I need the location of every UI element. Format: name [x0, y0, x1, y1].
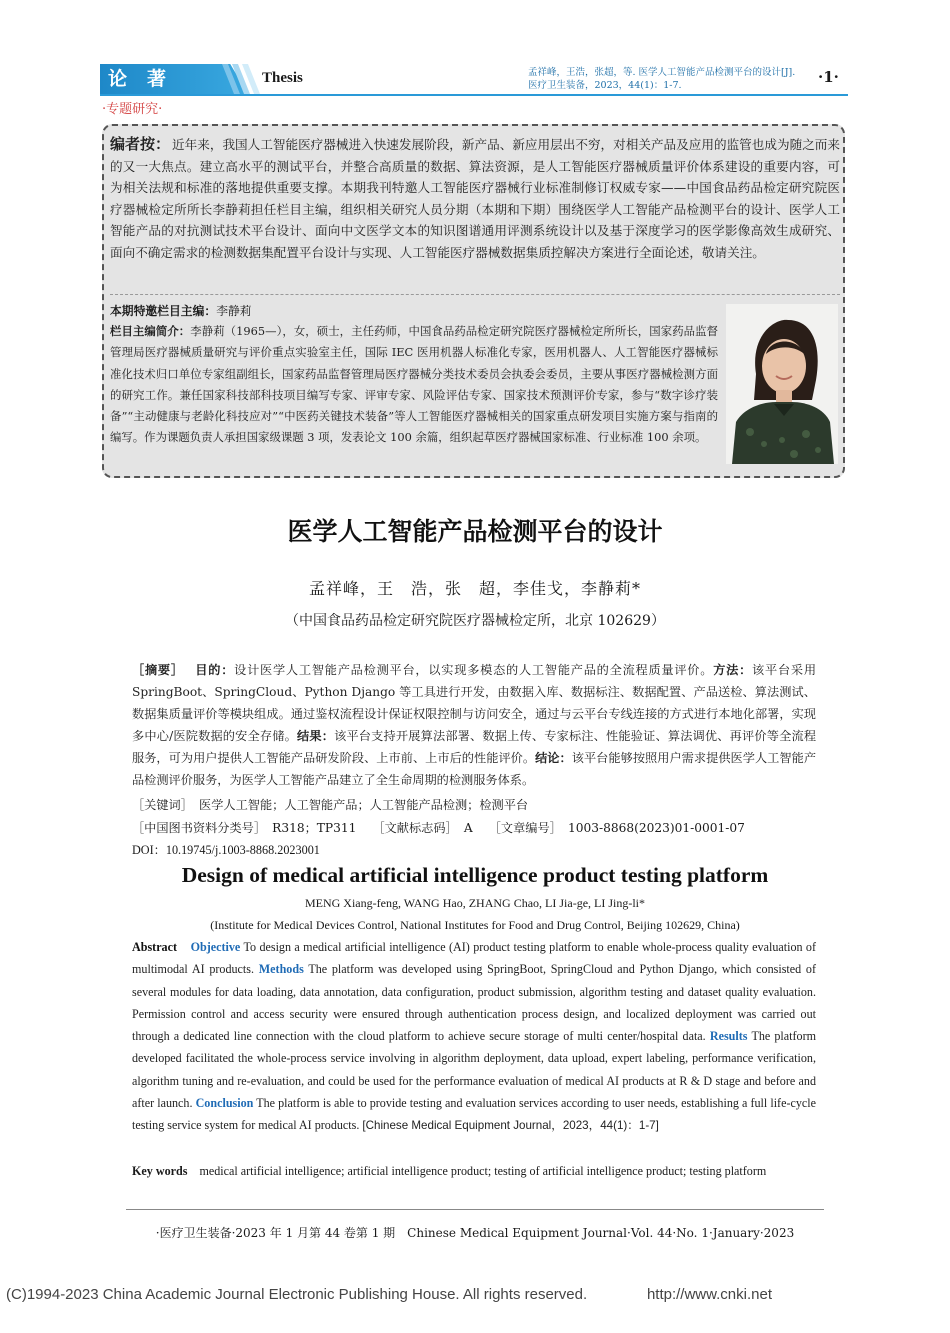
doi: DOI：10.19745/j.1003-8868.2023001 — [132, 843, 320, 857]
header-citation-line2: 医疗卫生装备，2023，44(1)：1-7. — [528, 80, 682, 91]
editor-portrait — [726, 304, 838, 464]
abstract-cn-method-label: 方法： — [713, 663, 753, 677]
abstract-en-methods: The platform was developed using SpringBoot, SpringCloud and Python Django, which consisted of several modules for data loading, data annotation, data configuration, product submission, algorithm testing and dataset quality evaluation. Permission control and access security were ensured through authentication process design, and localized deployment was carried out through a dedicated line connection with the cloud platform to achieve secure storage of multi center/hospital data. — [132, 962, 816, 1044]
abstract-en-objective-label: Objective — [190, 940, 241, 954]
abstract-en-citation: [Chinese Medical Equipment Journal，2023，44(1)：1-7] — [362, 1119, 659, 1133]
article-title-en: Design of medical artificial intelligence product testing platform — [181, 863, 769, 887]
copyright-notice: (C)1994-2023 China Academic Journal Electronic Publishing House. All rights reserved. — [6, 1286, 588, 1303]
doc-code-label: ［文献标志码］ — [372, 821, 452, 835]
section-label-cn: 论著 — [108, 68, 187, 90]
header-rule — [100, 94, 848, 96]
affiliation-cn: （中国食品药品检定研究院医疗器械检定所，北京 102629） — [285, 613, 665, 629]
abstract-cn-conclusion-label: 结论： — [535, 750, 572, 765]
abstract-en-conclusion-label: Conclusion — [195, 1096, 254, 1111]
abstract-en-conclusion: The platform is able to provide testing and evaluation services according to user needs, establishing a full life-cycle testing service system for medical AI products. — [132, 1096, 816, 1133]
footer-journal-line: ·医疗卫生装备·2023 年 1 月第 44 卷第 1 期 Chinese Medical Equipment Journal·Vol. 44·No. 1·January·2023 — [155, 1226, 795, 1240]
guest-editor-line — [110, 302, 252, 320]
keywords-cn-label: ［关键词］ — [132, 798, 187, 812]
editorial-note — [110, 134, 840, 264]
abstract-cn-objective-label: 目的： — [195, 663, 235, 677]
abstract-en-objective: To design a medical artificial intelligence (AI) product testing platform to enable whole-process quality evaluation of multimodal AI products. — [132, 940, 817, 977]
abstract-cn-method: 该平台采用 SpringBoot、SpringCloud、Python Django 等工具进行开发，由数据入库、数据标注、数据配置、产品送检、算法测试、数据集质量评价等模块组成。通过鉴权流程设计保证权限控制与访问安全，通过与云平台专线连接的方式进行本地化部署，实现多中心/医院数据的安全存储。 — [132, 663, 817, 743]
editorial-note-text: 近年来，我国人工智能医疗器械进入快速发展阶段，新产品、新应用层出不穷，对相关产品及应用的监管也成为随之而来的又一大焦点。建立高水平的测试平台，并整合高质量的数据、算法资源，是人工智能医疗器械质量评价体系建设的重要内容，可为相关法规和标准的落地提供重要支撑。本期我刊特邀人工智能医疗器械行业标准制修订权威专家——中国食品药品检定研究院医疗器械检定所所长李静莉担任栏目主编，组织相关研究人员分期（本期和下期）围绕医学人工智能产品检测平台的设计、医学人工智能产品的对抗测试技术平台设计、面向中文医学文本的知识图谱通用评测系统设计以及基于深度学习的医学影像高效生成研究、面向不确定需求的检测数据集配置平台设计与实现、人工智能医疗器械数据集质控解决方案进行全面论述，敬请关注。 — [110, 137, 840, 260]
bio-label: 栏目主编简介： — [110, 324, 191, 338]
abstract-cn-objective: 设计医学人工智能产品检测平台，以实现多模态的人工智能产品的全流程质量评价。 — [234, 663, 714, 677]
keywords-en-label: Key words — [132, 1164, 188, 1178]
keywords-en — [132, 1160, 816, 1182]
editorial-note-label: 编者按： — [110, 135, 171, 153]
editorial-divider — [110, 294, 840, 295]
authors-en: MENG Xiang-feng, WANG Hao, ZHANG Chao, LI Jia-ge, LI Jing-li* — [304, 896, 646, 910]
topic-tag: ·专题研究· — [102, 102, 163, 117]
guest-editor-bio — [110, 321, 718, 449]
abstract-cn — [132, 660, 816, 791]
classification-line — [132, 818, 822, 838]
doc-code-value: A — [463, 821, 473, 835]
article-number-value: 1003-8868(2023)01-0001-07 — [567, 821, 745, 835]
banner-stripes-decoration — [222, 64, 262, 94]
abstract-en — [132, 936, 816, 1138]
keywords-cn — [132, 795, 822, 815]
authors-cn: 孟祥峰，王 浩，张 超，李佳戈，李静莉* — [308, 579, 641, 598]
abstract-cn-result: 该平台支持开展算法部署、数据上传、专家标注、性能验证、算法调优、再评价等全流程服务，可为用户提供人工智能产品研发阶段、上市前、上市后的性能评价。 — [132, 728, 817, 765]
section-label-en: Thesis — [262, 70, 303, 86]
clc-value: R318；TP311 — [272, 821, 357, 835]
abstract-en-label: Abstract — [132, 940, 178, 954]
article-number-label: ［文章编号］ — [488, 821, 556, 835]
guest-editor-name: 李静莉 — [216, 304, 252, 318]
article-title-cn: 医学人工智能产品检测平台的设计 — [287, 517, 663, 546]
abstract-en-results-label: Results — [709, 1029, 748, 1044]
keywords-cn-text: 医学人工智能；人工智能产品；人工智能产品检测；检测平台 — [199, 798, 529, 812]
abstract-cn-label: ［摘要］ — [132, 663, 178, 677]
keywords-en-text: medical artificial intelligence; artificial intelligence product; testing of artificial intelligence product; testing platform — [199, 1164, 767, 1178]
abstract-cn-conclusion: 该平台能够按照用户需求提供医学人工智能产品检测评价服务，为医学人工智能产品建立了全生命周期的检测服务体系。 — [132, 750, 817, 787]
abstract-en-methods-label: Methods — [258, 962, 304, 977]
cnki-link[interactable]: http://www.cnki.net — [646, 1286, 772, 1303]
header-citation-line1: 孟祥峰，王浩，张超，等. 医学人工智能产品检测平台的设计[J]. — [528, 67, 796, 78]
affiliation-en: (Institute for Medical Devices Control, National Institutes for Food and Drug Control, Beijing 102629, China) — [210, 918, 740, 932]
abstract-en-results: The platform developed facilitated the whole-process service involving in algorithm deployment, data upload, expert labeling, performance verification, algorithm tuning and re-evaluation, and could be used for the performance evaluation of medical AI products at R & D stage and before and after launch. — [132, 1029, 817, 1111]
clc-label: ［中国图书资料分类号］ — [132, 821, 260, 835]
bio-text: 李静莉（1965—），女，硕士，主任药师，中国食品药品检定研究院医疗器械检定所所长，国家药品监督管理局医疗器械质量研究与评价重点实验室主任，国际 IEC 医用机器人标准化专家，医用机器人、人工智能医疗器械标准化技术归口单位专家组副组长，国家药品监督管理局医疗器械分类技术委员会执委会委员，主要从事医疗器械检测方面的研究工作。兼任国家科技部科技项目编写专家、评审专家、风险评估专家、国家技术预测评价专家，参与“数字诊疗装备”“主动健康与老龄化科技应对”“中医药关键技术装备”等人工智能医疗器械相关的国家重点研发项目实施方案与指南的编写。作为课题负责人承担国家级课题 3 项，发表论文 100 余篇，组织起草医疗器械国家标准、行业标准 100 余项。 — [110, 324, 718, 445]
page-number: ·1· — [818, 68, 839, 86]
footer-rule — [126, 1209, 824, 1210]
abstract-cn-result-label: 结果： — [296, 728, 335, 743]
guest-editor-label: 本期特邀栏目主编： — [110, 304, 217, 318]
header-citation — [528, 66, 818, 92]
